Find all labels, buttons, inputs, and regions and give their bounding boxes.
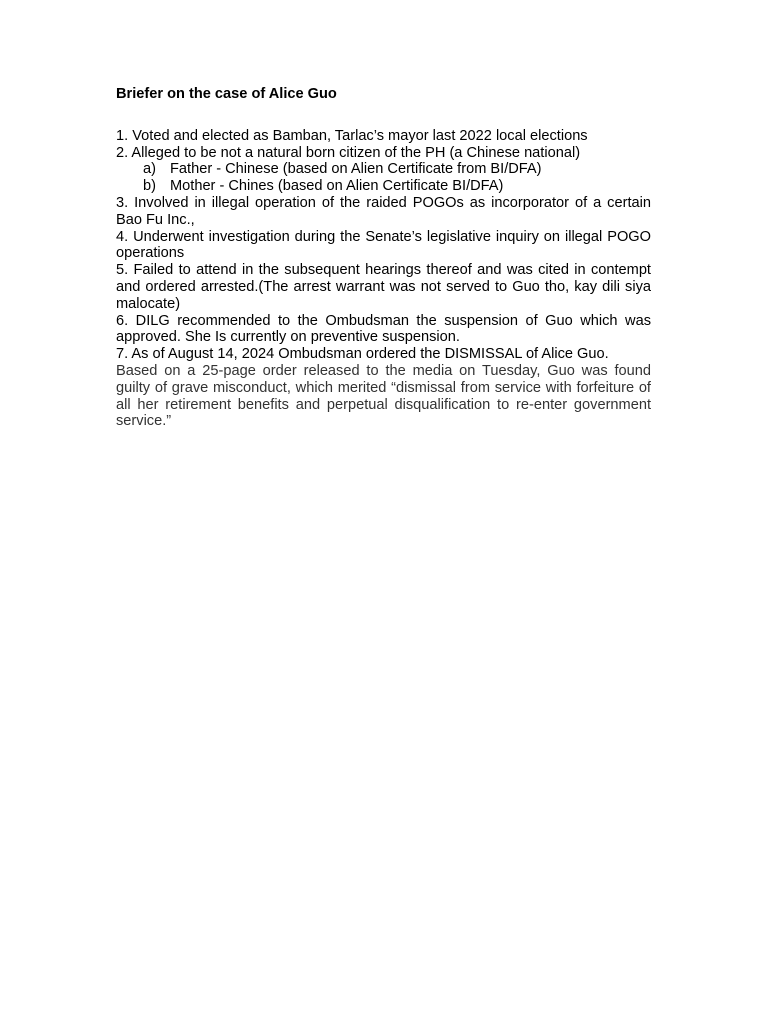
quoted-order-excerpt: Based on a 25-page order released to the media on Tuesday, Guo was found guilty of grave misconduct, which merited “dismissal from service with forfeiture of all her retirement benefits and perpetual disqualification to re-enter government service.” bbox=[116, 362, 651, 430]
list-item-2: 2. Alleged to be not a natural born citizen of the PH (a Chinese national) bbox=[116, 144, 581, 161]
list-item-6: 6. DILG recommended to the Ombudsman the suspension of Guo which was approved. She Is currently on preventive suspension. bbox=[116, 312, 651, 346]
sub-item-marker: b) bbox=[143, 178, 156, 195]
sub-item-mother bbox=[116, 178, 651, 195]
sub-item-text: Mother - Chines (based on Alien Certificate BI/DFA) bbox=[170, 178, 504, 195]
sub-item-text: Father - Chinese (based on Alien Certificate from BI/DFA) bbox=[170, 161, 542, 178]
list-item-5: 5. Failed to attend in the subsequent hearings thereof and was cited in contempt and ordered arrested.(The arrest warrant was not served to Guo tho, kay dili siya malocate) bbox=[116, 262, 651, 312]
list-item-3: 3. Involved in illegal operation of the raided POGOs as incorporator of a certain Bao Fu Inc., bbox=[116, 194, 651, 228]
list-item-4: 4. Underwent investigation during the Senate’s legislative inquiry on illegal POGO operations bbox=[116, 228, 651, 262]
document-page bbox=[116, 86, 651, 430]
list-item-7: 7. As of August 14, 2024 Ombudsman ordered the DISMISSAL of Alice Guo. bbox=[116, 346, 609, 363]
document-title: Briefer on the case of Alice Guo bbox=[116, 86, 337, 102]
list-item-1: 1. Voted and elected as Bamban, Tarlac’s mayor last 2022 local elections bbox=[116, 127, 588, 144]
sub-item-marker: a) bbox=[143, 161, 156, 178]
sub-item-father bbox=[116, 161, 651, 178]
